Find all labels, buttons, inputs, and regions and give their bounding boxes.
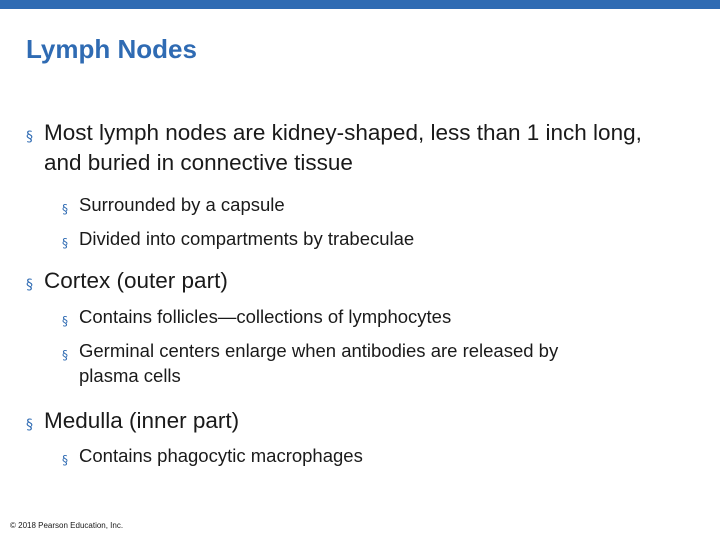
copyright-footer: © 2018 Pearson Education, Inc. bbox=[10, 521, 124, 530]
bullet-marker-icon: § bbox=[26, 277, 33, 293]
bullet-cortex bbox=[26, 266, 666, 296]
bullet-marker-icon: § bbox=[26, 129, 33, 145]
subbullet-follicles bbox=[62, 304, 662, 329]
bullet-text: Cortex (outer part) bbox=[44, 268, 228, 293]
bullet-medulla bbox=[26, 406, 666, 436]
subbullet-text: Surrounded by a capsule bbox=[79, 194, 285, 215]
bullet-marker-icon: § bbox=[62, 236, 68, 250]
subbullet-capsule bbox=[62, 192, 662, 217]
subbullet-text: Divided into compartments by trabeculae bbox=[79, 228, 415, 249]
subbullet-text: Contains follicles—collections of lymphocytes bbox=[79, 306, 452, 327]
top-accent-bar bbox=[0, 0, 720, 9]
bullet-text: Most lymph nodes are kidney-shaped, less than 1 inch long, and buried in connective tissue bbox=[44, 120, 642, 175]
subbullet-text: Contains phagocytic macrophages bbox=[79, 445, 363, 466]
subbullet-text: Germinal centers enlarge when antibodies are released by plasma cells bbox=[79, 340, 559, 386]
bullet-text: Medulla (inner part) bbox=[44, 408, 240, 433]
bullet-marker-icon: § bbox=[62, 348, 68, 362]
bullet-kidney-shaped bbox=[26, 118, 666, 178]
bullet-marker-icon: § bbox=[62, 314, 68, 328]
subbullet-germinal-centers bbox=[62, 338, 582, 388]
subbullet-trabeculae bbox=[62, 226, 662, 251]
bullet-marker-icon: § bbox=[62, 202, 68, 216]
subbullet-macrophages bbox=[62, 443, 662, 468]
bullet-marker-icon: § bbox=[26, 417, 33, 433]
slide-title: Lymph Nodes bbox=[26, 34, 197, 64]
bullet-marker-icon: § bbox=[62, 453, 68, 467]
